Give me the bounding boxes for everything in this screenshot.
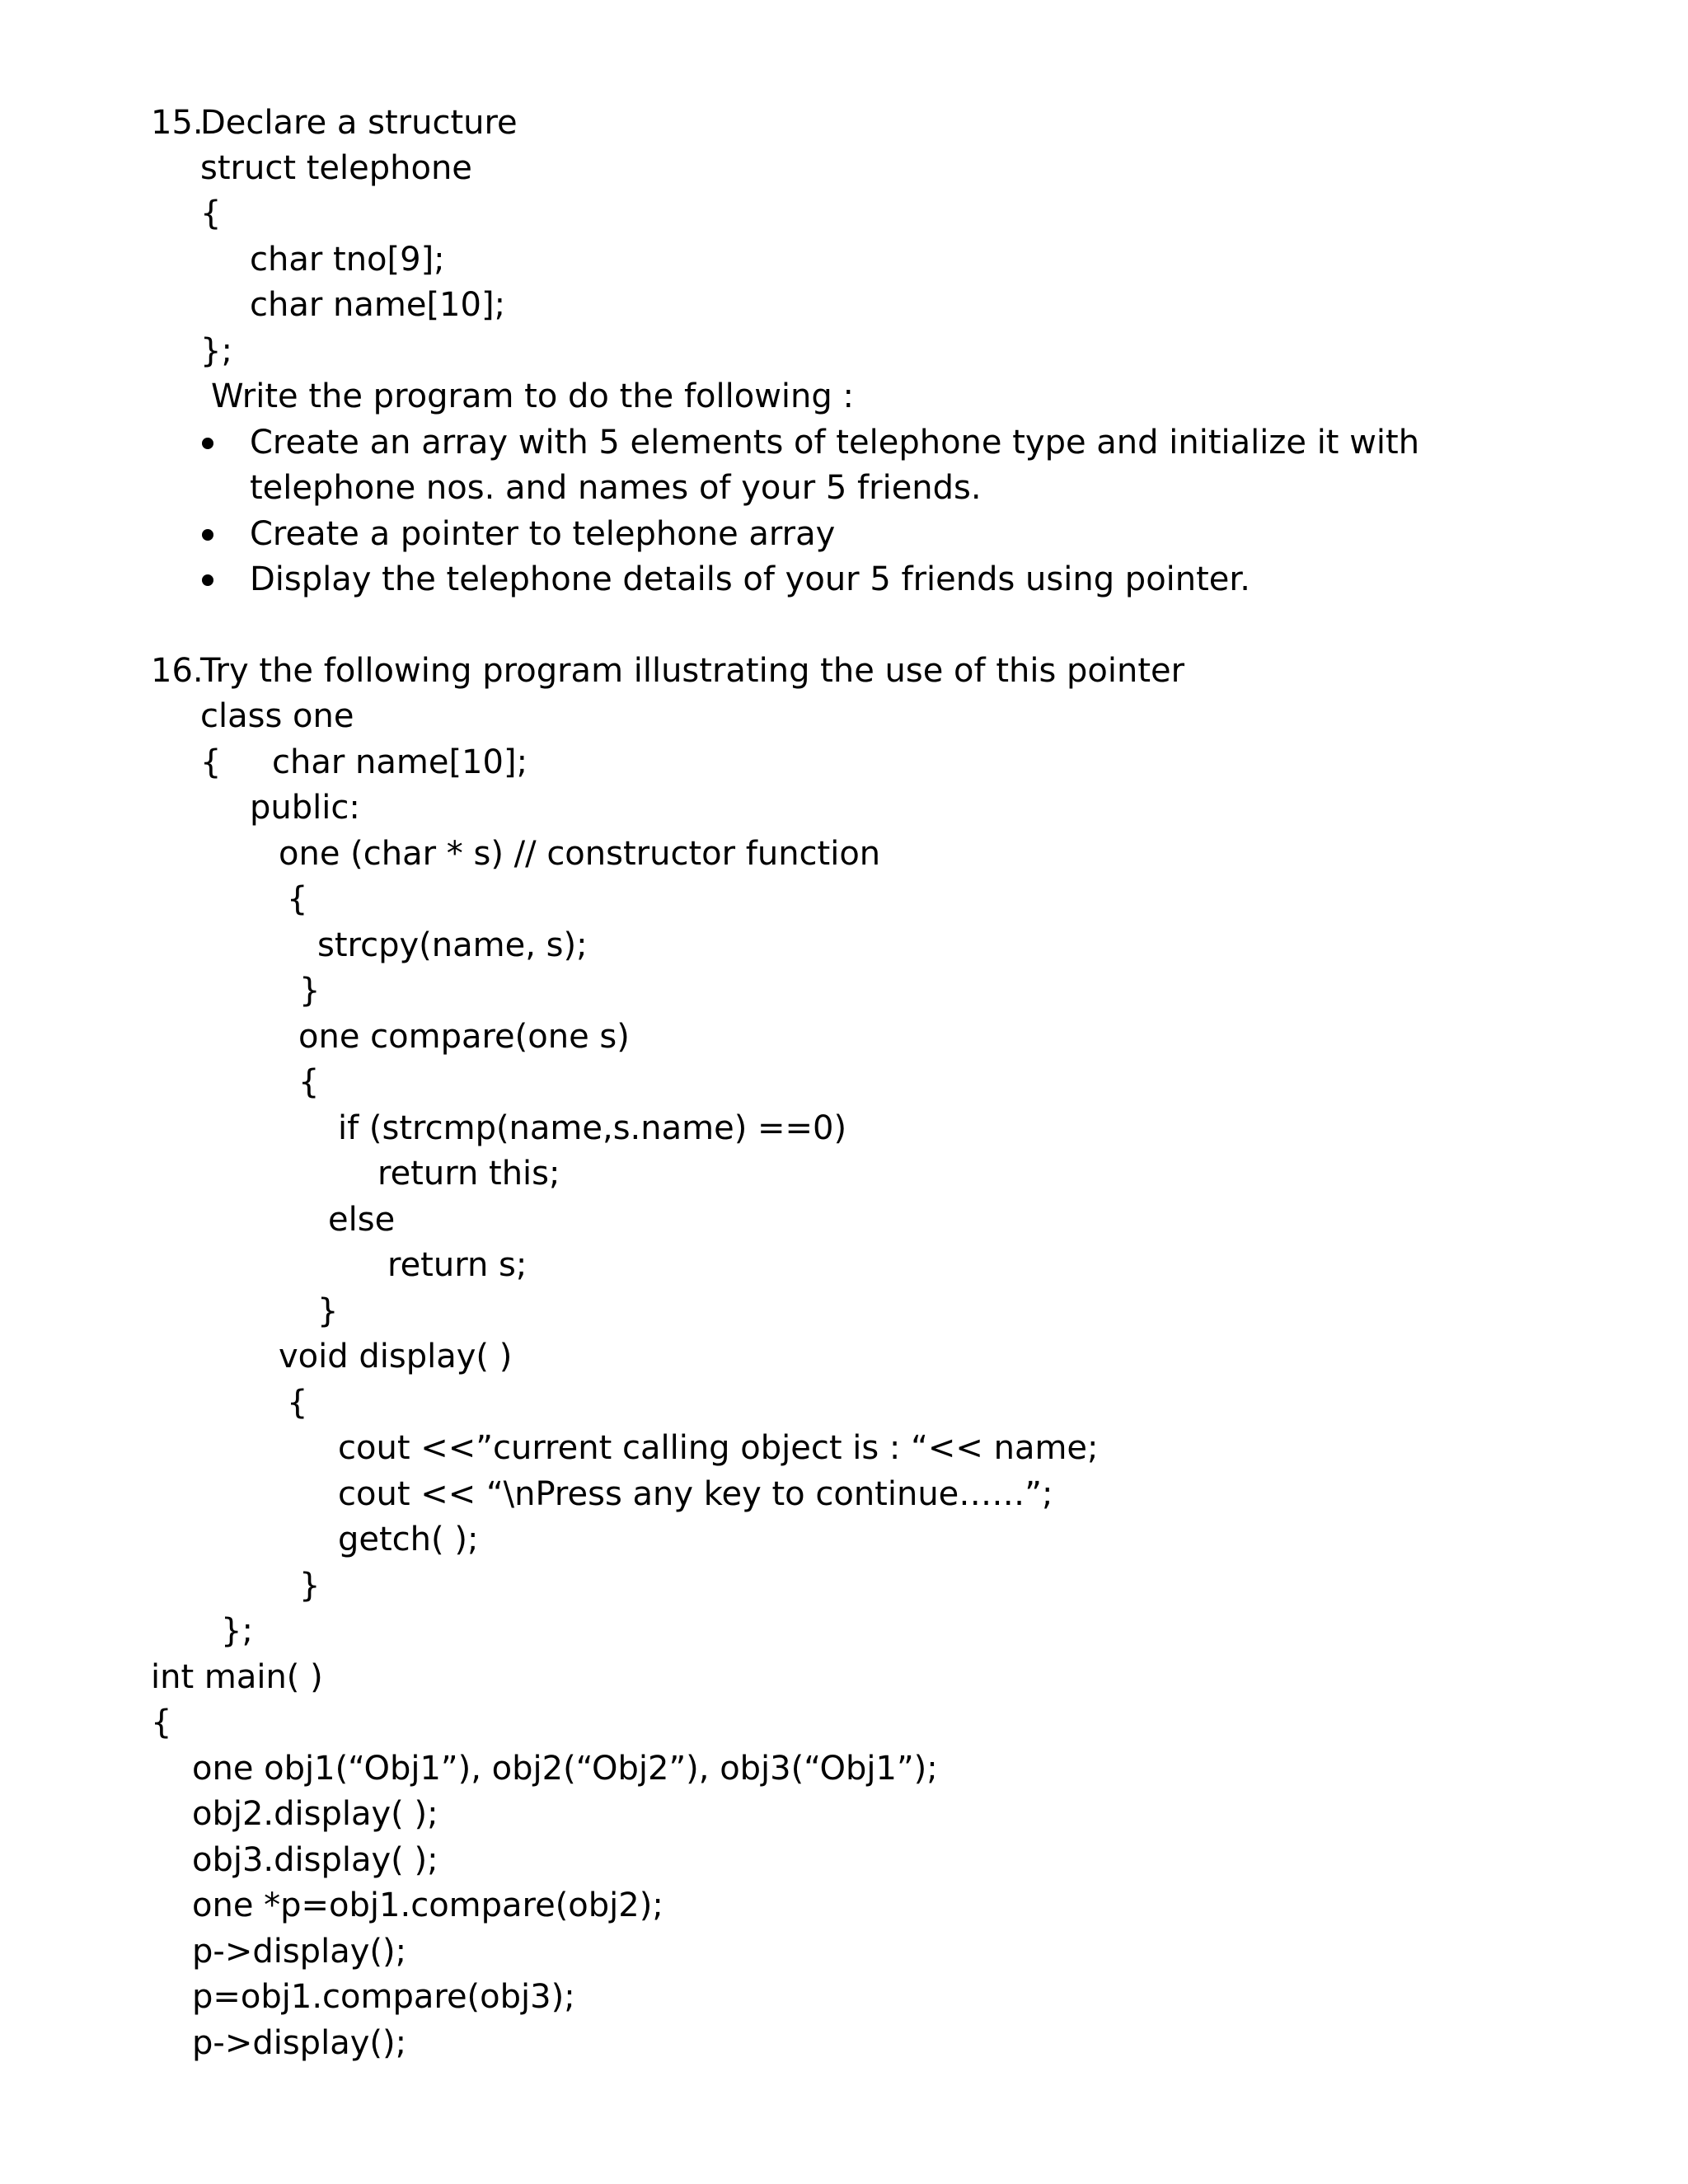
- code-line: getch( );: [338, 1521, 479, 1558]
- code-line: {: [287, 880, 308, 918]
- code-line: {: [298, 1063, 320, 1101]
- code-line: obj2.display( );: [192, 1795, 438, 1833]
- code-line: obj3.display( );: [192, 1841, 438, 1879]
- code-line: cout << “\nPress any key to continue……”;: [338, 1475, 1053, 1513]
- code-line: p->display();: [192, 1933, 407, 1971]
- code-line: char tno[9];: [250, 241, 445, 279]
- code-line: one obj1(“Obj1”), obj2(“Obj2”), obj3(“Obj1”);: [192, 1750, 938, 1788]
- code-line: return this;: [377, 1155, 560, 1193]
- code-line: else: [328, 1201, 396, 1239]
- code-line: cout <<”current calling object is : “<< name;: [338, 1429, 1099, 1467]
- bullet-item-continuation: telephone nos. and names of your 5 friends.: [250, 469, 982, 507]
- bullet-item: Create a pointer to telephone array: [250, 515, 836, 553]
- code-line: };: [221, 1612, 253, 1650]
- bullet-item: Display the telephone details of your 5 friends using pointer.: [250, 560, 1250, 598]
- code-line: }: [299, 1567, 321, 1605]
- code-line: void display( ): [279, 1338, 513, 1376]
- code-line: public:: [250, 789, 360, 827]
- code-line: int main( ): [151, 1658, 323, 1696]
- instruction-text: Write the program to do the following :: [211, 377, 854, 415]
- question-number: 15.: [151, 104, 204, 142]
- code-line: {: [200, 194, 222, 232]
- bullet-icon: [202, 438, 213, 449]
- code-line: {: [151, 1704, 172, 1741]
- code-line: p=obj1.compare(obj3);: [192, 1978, 575, 2016]
- code-line: char name[10];: [272, 743, 528, 781]
- code-line: {: [287, 1384, 308, 1422]
- code-line: one *p=obj1.compare(obj2);: [192, 1886, 663, 1924]
- question-prompt: Try the following program illustrating the use of this pointer: [200, 652, 1185, 690]
- code-line: one compare(one s): [298, 1018, 630, 1056]
- code-line: }: [299, 972, 321, 1010]
- code-line: one (char * s) // constructor function: [279, 835, 881, 873]
- code-line: struct telephone: [200, 149, 472, 187]
- code-line: return s;: [387, 1246, 528, 1284]
- question-prompt: Declare a structure: [200, 104, 518, 142]
- code-line: if (strcmp(name,s.name) ==0): [338, 1109, 847, 1147]
- bullet-item: Create an array with 5 elements of telephone type and initialize it with: [250, 424, 1420, 462]
- bullet-icon: [202, 574, 213, 586]
- code-line: class one: [200, 697, 354, 735]
- code-line: strcpy(name, s);: [317, 926, 588, 964]
- code-line: p->display();: [192, 2024, 407, 2062]
- code-line: {: [200, 743, 222, 781]
- code-line: char name[10];: [250, 286, 506, 324]
- question-number: 16.: [151, 652, 204, 690]
- bullet-icon: [202, 529, 213, 541]
- code-line: };: [200, 332, 232, 370]
- code-line: }: [317, 1292, 339, 1330]
